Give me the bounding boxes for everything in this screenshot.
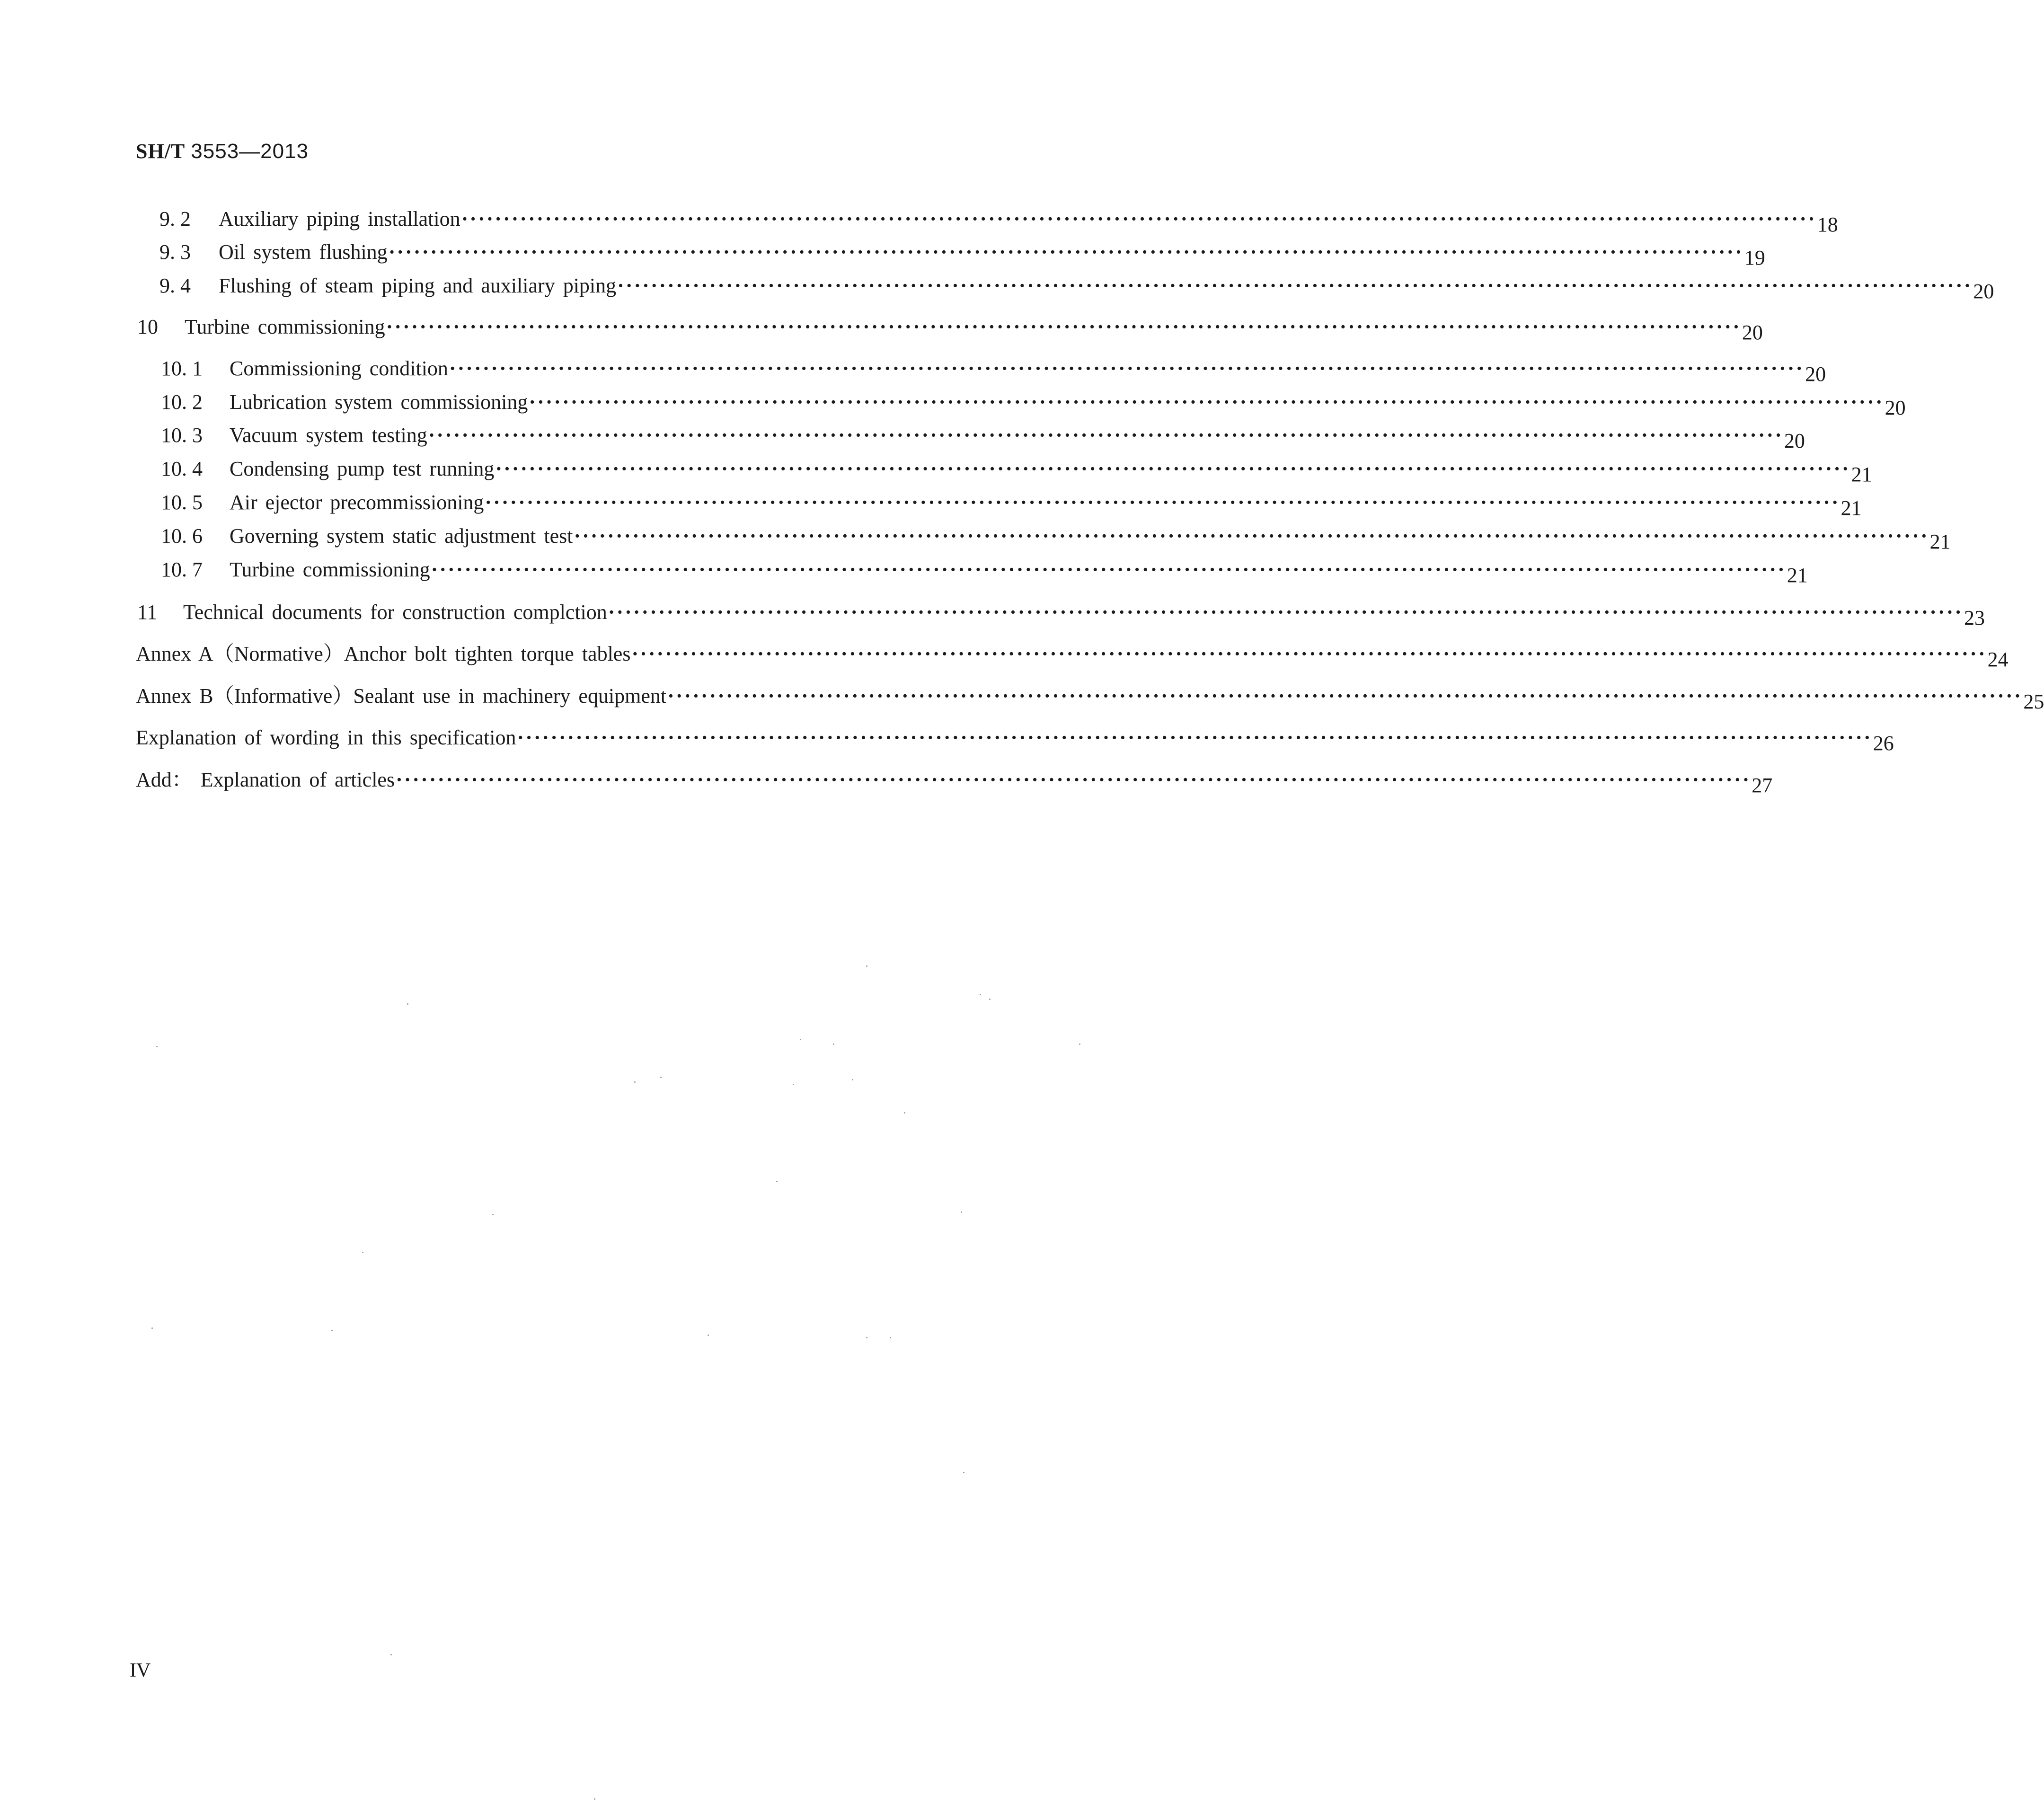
toc-entry-title: Annex B（Informative）Sealant use in machinery equipment [136, 684, 667, 707]
scan-speck [890, 1337, 891, 1338]
toc-entry[interactable] [0, 640, 2009, 671]
scan-speck [963, 1472, 964, 1473]
toc-entry[interactable] [0, 238, 1765, 269]
toc-entry-title: Turbine commissioning [230, 558, 430, 581]
toc-entry-title: Lubrication system commissioning [230, 390, 528, 414]
scan-speck [800, 1039, 801, 1040]
scan-speck [594, 1798, 595, 1800]
toc-entry-page: 21 [1840, 496, 1862, 520]
toc-entry-number: 10. 4 [161, 457, 203, 480]
dot-leader: ·································································································································································· [431, 558, 1786, 581]
toc-entry-title: Auxiliary piping installation [219, 207, 460, 230]
toc-entry-number: 9. 4 [159, 274, 191, 297]
toc-entry-title: Explanation of wording in this specification [136, 726, 516, 749]
dot-leader: ·································································································································································· [495, 457, 1850, 480]
scan-speck [407, 1003, 408, 1005]
toc-entry[interactable] [0, 598, 1985, 629]
toc-entry-number: 10. 3 [161, 424, 203, 447]
dot-leader: ·································································································································································· [574, 524, 1929, 548]
toc-entry-title: Add： Explanation of articles [136, 768, 395, 791]
toc-entry[interactable] [0, 313, 1763, 344]
toc-entry[interactable] [0, 724, 1894, 755]
toc-entry-page: 19 [1744, 246, 1765, 269]
dot-leader: ·································································································································································· [396, 768, 1751, 791]
dot-leader: ·································································································································································· [617, 274, 1973, 297]
toc-entry-title: Flushing of steam piping and auxiliary piping [219, 274, 617, 297]
scan-speck [660, 1077, 662, 1078]
toc-entry-page: 23 [1964, 606, 1985, 629]
standard-prefix: SH/T [136, 140, 186, 163]
toc-entry-page: 20 [1742, 321, 1763, 344]
toc-entry[interactable] [0, 421, 1805, 452]
toc-entry-title: Vacuum system testing [230, 424, 427, 447]
standard-number: 3553—2013 [191, 140, 309, 163]
toc-entry-page: 24 [1987, 648, 2009, 671]
toc-entry-page: 20 [1784, 429, 1805, 452]
toc-entry[interactable] [0, 354, 1826, 386]
toc-entry-page: 20 [1973, 280, 1994, 303]
scan-speck [904, 1112, 905, 1114]
toc-entry-page: 20 [1805, 363, 1826, 386]
dot-leader: ·································································································································································· [529, 390, 1884, 414]
scan-speck [961, 1212, 962, 1213]
toc-entry-number: 10 [137, 315, 158, 338]
scan-speck [362, 1252, 363, 1253]
scan-speck [492, 1214, 494, 1215]
toc-entry-page: 21 [1851, 463, 1872, 486]
scan-speck [776, 1181, 778, 1182]
toc-entry-page: 26 [1873, 732, 1894, 755]
dot-leader: ·································································································································································· [461, 207, 1816, 230]
toc-entry-title: Oil system flushing [219, 240, 388, 264]
toc-entry-page: 27 [1752, 774, 1773, 797]
toc-entry[interactable] [0, 455, 1872, 486]
toc-entry-page: 18 [1817, 213, 1838, 236]
scan-speck [989, 999, 991, 1000]
dot-leader: ·································································································································································· [428, 424, 1783, 447]
dot-leader: ·································································································································································· [485, 491, 1840, 514]
toc-entry-number: 10. 2 [161, 390, 203, 414]
toc-entry[interactable] [0, 388, 1906, 419]
scan-speck [634, 1081, 636, 1083]
toc-entry-number: 9. 3 [159, 240, 191, 264]
dot-leader: ·································································································································································· [517, 726, 1872, 749]
toc-entry[interactable] [0, 488, 1862, 520]
toc-entry-title: Technical documents for construction complction [183, 601, 607, 624]
scan-speck [151, 1327, 153, 1329]
toc-entry-title: Annex A（Normative）Anchor bolt tighten torque tables [136, 642, 631, 665]
toc-entry[interactable] [0, 556, 1808, 587]
toc-entry-number: 10. 5 [161, 491, 203, 514]
toc-entry-number: 9. 2 [159, 207, 191, 230]
dot-leader: ·································································································································································· [388, 240, 1743, 264]
scan-speck [833, 1043, 834, 1045]
toc-entry-number: 11 [137, 601, 158, 624]
toc-entry[interactable] [0, 766, 1773, 797]
scan-speck [1079, 1043, 1080, 1045]
toc-entry-page: 25 [2023, 690, 2044, 713]
scan-speck [390, 1654, 392, 1655]
scan-speck [866, 965, 867, 967]
toc-entry[interactable] [0, 272, 1994, 303]
scan-speck [866, 1337, 867, 1338]
toc-entry-page: 21 [1787, 564, 1808, 587]
toc-entry-page: 20 [1885, 396, 1906, 419]
toc-entry-page: 21 [1929, 530, 1951, 553]
toc-entry-number: 10. 7 [161, 558, 203, 581]
scan-speck [708, 1335, 709, 1336]
document-code-header [136, 139, 309, 163]
dot-leader: ·································································································································································· [631, 642, 1987, 665]
scan-speck [156, 1046, 158, 1047]
scan-speck [331, 1330, 333, 1331]
dot-leader: ·································································································································································· [608, 601, 1963, 624]
scan-speck [793, 1084, 794, 1085]
toc-entry-number: 10. 6 [161, 524, 203, 548]
toc-entry-title: Turbine commissioning [185, 315, 385, 338]
scan-speck [980, 994, 981, 995]
dot-leader: ·································································································································································· [667, 684, 2023, 707]
dot-leader: ·································································································································································· [386, 315, 1741, 338]
toc-entry-title: Condensing pump test running [230, 457, 495, 480]
toc-entry[interactable] [0, 205, 1838, 236]
scan-speck [852, 1079, 853, 1080]
dot-leader: ·································································································································································· [449, 357, 1805, 380]
toc-entry-title: Commissioning condition [230, 357, 448, 380]
page-number: IV [130, 1660, 151, 1681]
toc-entry[interactable] [0, 522, 1951, 553]
toc-entry-title: Air ejector precommissioning [230, 491, 484, 514]
toc-entry-title: Governing system static adjustment test [230, 524, 573, 548]
toc-entry-number: 10. 1 [161, 357, 203, 380]
toc-entry[interactable] [0, 682, 2044, 713]
